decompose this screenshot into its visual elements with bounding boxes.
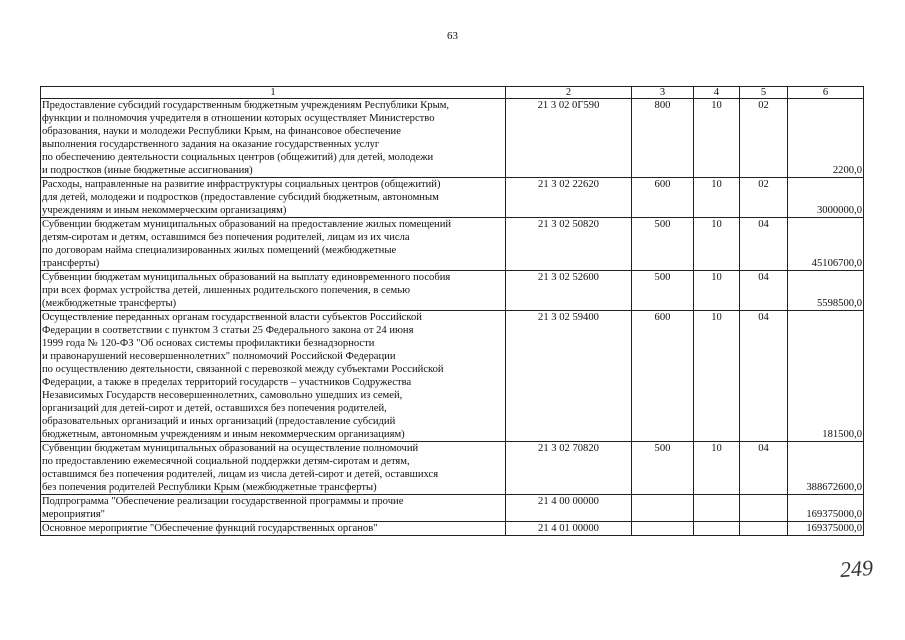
row-section: 10: [694, 178, 740, 218]
table-header-row: [41, 87, 864, 99]
header-cell: 3: [632, 87, 694, 99]
row-subsection: 04: [740, 442, 788, 495]
header-cell: 5: [740, 87, 788, 99]
table-row: [41, 271, 864, 311]
row-section: 10: [694, 99, 740, 178]
row-code: 21 3 02 22620: [506, 178, 632, 218]
table-row: [41, 178, 864, 218]
row-code: 21 3 02 50820: [506, 218, 632, 271]
row-amount: 169375000,0: [788, 495, 864, 522]
row-description: Подпрограмма "Обеспечение реализации государственной программы и прочие мероприятия": [41, 495, 506, 522]
header-cell: 4: [694, 87, 740, 99]
table-row: [41, 311, 864, 442]
table-row: [41, 99, 864, 178]
table-row: [41, 218, 864, 271]
row-expense-type: 500: [632, 442, 694, 495]
row-amount: 45106700,0: [788, 218, 864, 271]
row-amount: 3000000,0: [788, 178, 864, 218]
row-section: 10: [694, 311, 740, 442]
row-section: 10: [694, 218, 740, 271]
row-expense-type: [632, 522, 694, 536]
row-section: [694, 495, 740, 522]
row-code: 21 3 02 70820: [506, 442, 632, 495]
row-subsection: 04: [740, 271, 788, 311]
row-expense-type: 800: [632, 99, 694, 178]
row-subsection: [740, 522, 788, 536]
table-row: [41, 522, 864, 536]
handwritten-page-note: 249: [839, 554, 874, 583]
row-code: 21 3 02 0Г590: [506, 99, 632, 178]
row-code: 21 3 02 52600: [506, 271, 632, 311]
row-expense-type: 500: [632, 218, 694, 271]
table-row: [41, 495, 864, 522]
row-subsection: 02: [740, 99, 788, 178]
row-subsection: 04: [740, 311, 788, 442]
row-expense-type: 500: [632, 271, 694, 311]
row-code: 21 3 02 59400: [506, 311, 632, 442]
row-description: Расходы, направленные на развитие инфраструктуры социальных центров (общежитий) для детей, молодежи и подростков (предоставление субсидий бюджетным, автономным учреждениям и иным некоммерческим организациям): [41, 178, 506, 218]
row-subsection: 04: [740, 218, 788, 271]
row-amount: 5598500,0: [788, 271, 864, 311]
row-description: Основное мероприятие "Обеспечение функций государственных органов": [41, 522, 506, 536]
row-description: Предоставление субсидий государственным бюджетным учреждениям Республики Крым, функции и полномочия учредителя в отношении которых осуществляет Министерство образования, науки и молодежи Республики Крым, на финансовое обеспечение выполнения государственного задания на оказание государственных услуг по обеспечению деятельности социальных центров (общежитий) для детей, молодежи и подростков (иные бюджетные ассигнования): [41, 99, 506, 178]
header-cell: 1: [41, 87, 506, 99]
row-description: Субвенции бюджетам муниципальных образований на предоставление жилых помещений детям-сиротам и детям, оставшимся без попечения родителей, лицам из их числа по договорам найма специализированных жилых помещений (межбюджетные трансферты): [41, 218, 506, 271]
row-section: 10: [694, 442, 740, 495]
row-amount: 2200,0: [788, 99, 864, 178]
row-description: Субвенции бюджетам муниципальных образований на осуществление полномочий по предоставлению ежемесячной социальной поддержки детям-сиротам и детям, оставшимся без попечения родителей, лицам из числа детей-сирот и детей, оставшихся без попечения родителей Республики Крым (межбюджетные трансферты): [41, 442, 506, 495]
header-cell: 2: [506, 87, 632, 99]
row-section: [694, 522, 740, 536]
page-number: 63: [447, 30, 458, 42]
row-description: Осуществление переданных органам государственной власти субъектов Российской Федерации в соответствии с пунктом 3 статьи 25 Федерального закона от 24 июня 1999 года № 120-ФЗ "Об основах системы профилактики безнадзорности и правонарушений несовершеннолетних" полномочий Российской Федерации по осуществлению деятельности, связанной с перевозкой между субъектами Российской Федерации, а также в пределах территорий государств – участников Содружества Независимых Государств несовершеннолетних, самовольно ушедших из семей, организаций для детей-сирот и детей, оставшихся без попечения родителей, образовательных организаций и иных организаций (предоставление субсидий бюджетным, автономным учреждениям и иным некоммерческим организациям): [41, 311, 506, 442]
table-row: [41, 442, 864, 495]
row-expense-type: 600: [632, 311, 694, 442]
row-subsection: [740, 495, 788, 522]
row-expense-type: [632, 495, 694, 522]
header-cell: 6: [788, 87, 864, 99]
row-section: 10: [694, 271, 740, 311]
row-amount: 388672600,0: [788, 442, 864, 495]
budget-table: [40, 86, 864, 536]
row-subsection: 02: [740, 178, 788, 218]
row-code: 21 4 01 00000: [506, 522, 632, 536]
row-amount: 169375000,0: [788, 522, 864, 536]
row-amount: 181500,0: [788, 311, 864, 442]
row-description: Субвенции бюджетам муниципальных образований на выплату единовременного пособия при всех формах устройства детей, лишенных родительского попечения, в семью (межбюджетные трансферты): [41, 271, 506, 311]
row-expense-type: 600: [632, 178, 694, 218]
row-code: 21 4 00 00000: [506, 495, 632, 522]
